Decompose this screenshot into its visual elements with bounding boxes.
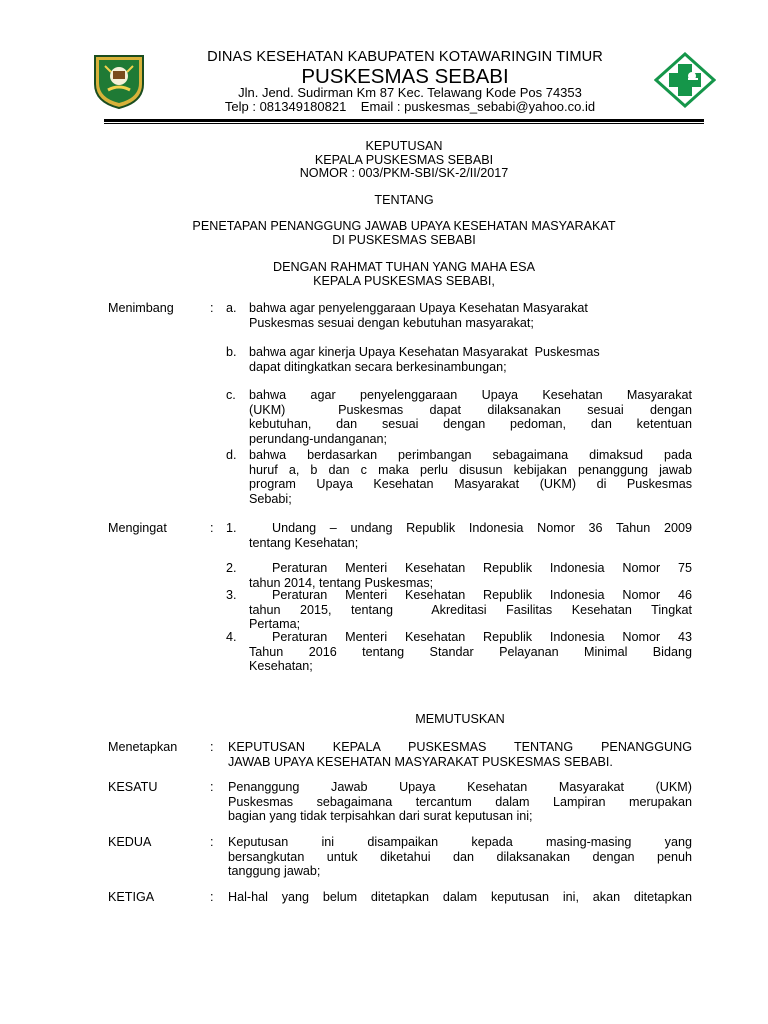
issuer: KEPALA PUSKESMAS SEBABI [314, 153, 494, 167]
mengingat-item-2: Peraturan Menteri Kesehatan Republik Indonesia Nomor 75 tahun 2014, tentang Puskesmas; [249, 561, 692, 590]
menimbang-marker-a: a. [226, 301, 237, 315]
menetapkan-text: KEPUTUSAN KEPALA PUSKESMAS TENTANG PENANGGUNG JAWAB UPAYA KESEHATAN MASYARAKAT PUSKESMAS SEBABI. [228, 740, 692, 769]
mengingat-marker-3: 3. [226, 588, 237, 602]
menimbang-marker-d: d. [226, 448, 237, 462]
menimbang-marker-b: b. [226, 345, 237, 359]
mengingat-colon: : [210, 521, 214, 535]
kesatu-label: KESATU [108, 780, 158, 794]
mengingat-marker-4: 4. [226, 630, 237, 644]
kesatu-colon: : [210, 780, 214, 794]
mengingat-item-1: Undang – undang Republik Indonesia Nomor 36 Tahun 2009 tentang Kesehatan; [249, 521, 692, 550]
rahmat-line-1: DENGAN RAHMAT TUHAN YANG MAHA ESA [273, 260, 535, 274]
address: Jln. Jend. Sudirman Km 87 Kec. Telawang Kode Pos 74353 [238, 85, 582, 100]
menetapkan-label: Menetapkan [108, 740, 178, 754]
tentang-heading: TENTANG [374, 193, 434, 207]
puskesmas-name: PUSKESMAS SEBABI [301, 65, 509, 88]
mengingat-marker-1: 1. [226, 521, 237, 535]
menimbang-colon: : [210, 301, 214, 315]
kedua-colon: : [210, 835, 214, 849]
ketiga-text: Hal-hal yang belum ditetapkan dalam keputusan ini, akan ditetapkan [228, 890, 692, 904]
menimbang-item-a: bahwa agar penyelenggaraan Upaya Kesehatan Masyarakat Puskesmas sesuai dengan kebutuhan masyarakat; [249, 301, 588, 330]
kedua-label: KEDUA [108, 835, 152, 849]
mengingat-label: Mengingat [108, 521, 167, 535]
mengingat-marker-2: 2. [226, 561, 237, 575]
letterhead-rule [104, 119, 704, 122]
letterhead-rule-thin [104, 123, 704, 124]
decree-number: NOMOR : 003/PKM-SBI/SK-2/II/2017 [299, 166, 509, 180]
subject-line-2: DI PUSKESMAS SEBABI [332, 233, 476, 247]
agency-name: DINAS KESEHATAN KABUPATEN KOTAWARINGIN TIMUR [207, 49, 603, 65]
mengingat-item-4: Peraturan Menteri Kesehatan Republik Indonesia Nomor 43 Tahun 2016 tentang Standar Pelayanan Minimal Bidang Kesehatan; [249, 630, 692, 674]
contact-info: Telp : 081349180821 Email : puskesmas_sebabi@yahoo.co.id [224, 99, 596, 114]
mengingat-item-3: Peraturan Menteri Kesehatan Republik Indonesia Nomor 46 tahun 2015, tentang Akreditasi Fasilitas Kesehatan Tingkat Pertama; [249, 588, 692, 632]
menetapkan-colon: : [210, 740, 214, 754]
doc-type: KEPUTUSAN [365, 139, 443, 153]
kesatu-text: Penanggung Jawab Upaya Kesehatan Masyarakat (UKM) Puskesmas sebagaimana tercantum dalam Lampiran merupakan bagian yang tidak terpisahkan dari surat keputusan ini; [228, 780, 692, 824]
menimbang-marker-c: c. [226, 388, 236, 402]
menimbang-label: Menimbang [108, 301, 174, 315]
puskesmas-logo-icon [654, 52, 716, 108]
ketiga-colon: : [210, 890, 214, 904]
menimbang-item-c: bahwa agar penyelenggaraan Upaya Kesehatan Masyarakat (UKM) Puskesmas dapat dilaksanakan sesuai dengan kebutuhan, dan sesuai dengan pedoman, dan ketentuan perundang-undanganan; [249, 388, 692, 446]
memutuskan-heading: MEMUTUSKAN [415, 712, 505, 726]
ketiga-label: KETIGA [108, 890, 155, 904]
subject-line-1: PENETAPAN PENANGGUNG JAWAB UPAYA KESEHATAN MASYARAKAT [192, 219, 616, 233]
kedua-text: Keputusan ini disampaikan kepada masing-masing yang bersangkutan untuk diketahui dan dilaksanakan dengan penuh tanggung jawab; [228, 835, 692, 879]
menimbang-item-b: bahwa agar kinerja Upaya Kesehatan Masyarakat Puskesmas dapat ditingkatkan secara berkesinambungan; [249, 345, 600, 374]
kotawaringin-timur-crest-icon [91, 52, 147, 110]
rahmat-line-2: KEPALA PUSKESMAS SEBABI, [313, 274, 495, 288]
menimbang-item-d: bahwa berdasarkan perimbangan sebagaimana dimaksud pada huruf a, b dan c maka perlu disusun kebijakan penanggung jawab program Upaya Kesehatan Masyarakat (UKM) di Puskesmas Sebabi; [249, 448, 692, 506]
